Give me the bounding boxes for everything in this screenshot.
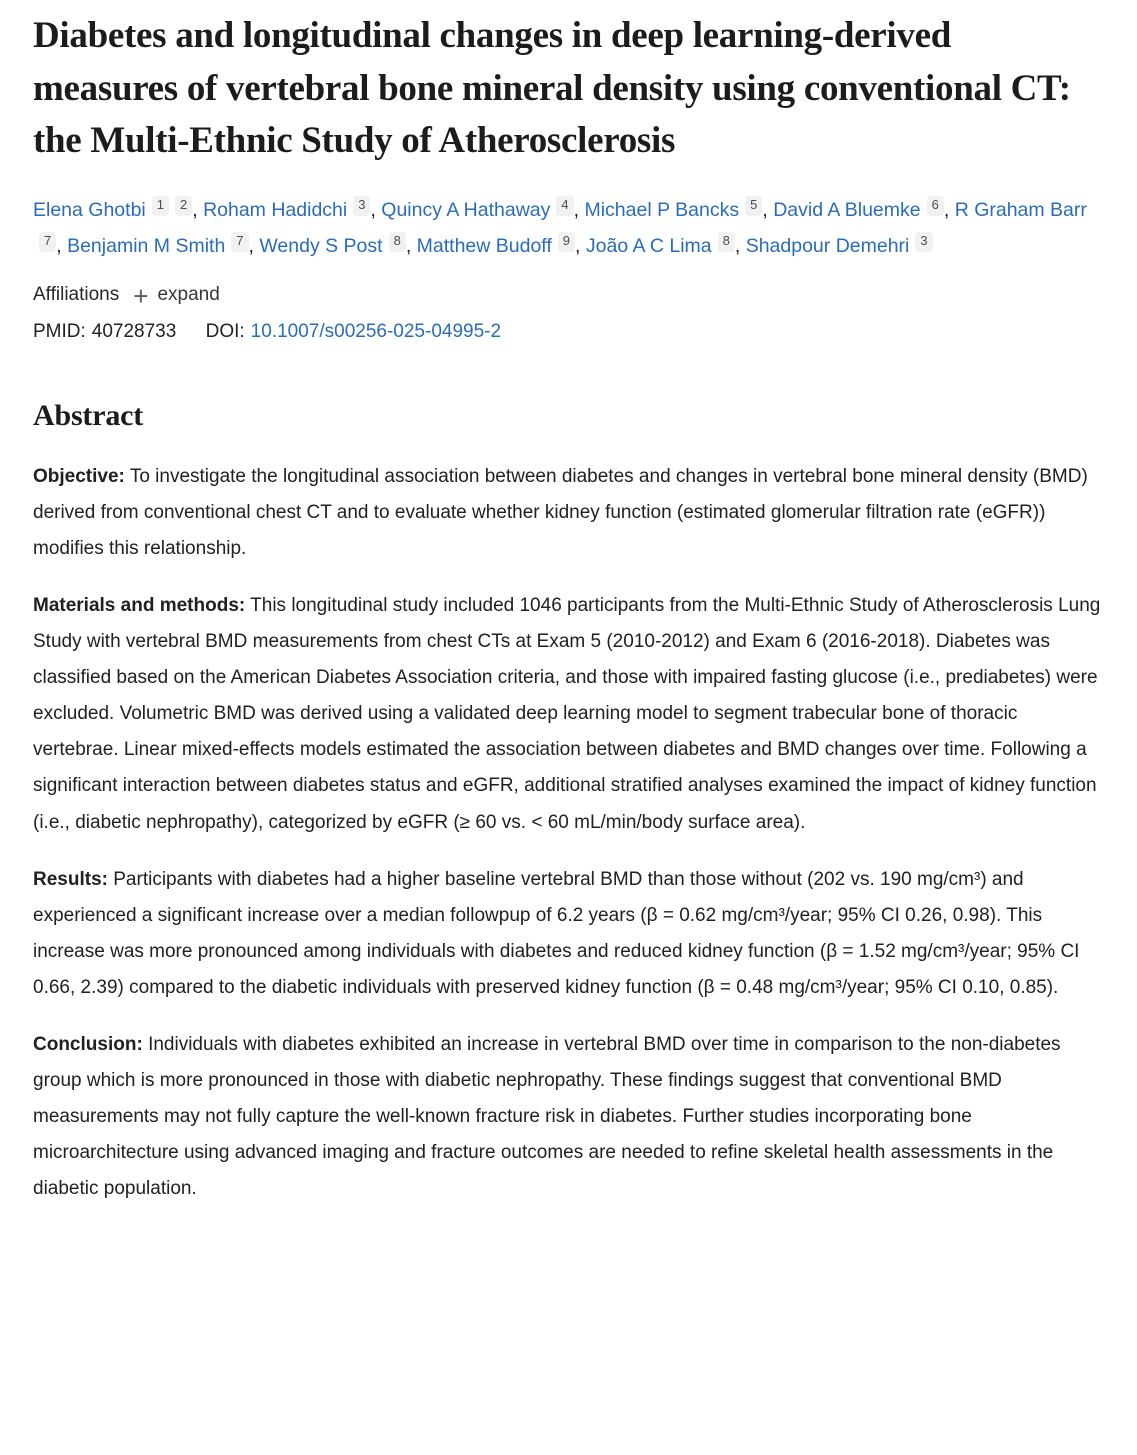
abstract-heading: Abstract [33, 398, 144, 432]
author-link[interactable]: Wendy S Post [259, 234, 383, 257]
author-link[interactable]: Benjamin M Smith [67, 234, 226, 257]
affiliation-superscript[interactable]: 9 [558, 232, 575, 252]
affiliation-superscript[interactable]: 2 [175, 196, 192, 216]
author-link[interactable]: Elena Ghotbi [33, 198, 146, 221]
abstract-section-conclusion [33, 1027, 1105, 1207]
affiliation-superscript[interactable]: 3 [915, 232, 932, 252]
author-link[interactable]: Roham Hadidchi [203, 198, 348, 221]
author-link[interactable]: Matthew Budoff [416, 234, 552, 257]
affiliations-expand-button[interactable] [133, 280, 220, 311]
author-link[interactable]: R Graham Barr [954, 198, 1087, 221]
author-separator: , [370, 198, 382, 221]
abstract-section-results [33, 862, 1105, 1006]
section-text-conclusion: Individuals with diabetes exhibited an increase in vertebral BMD over time in comparison to the non-diabetes group which is more pronounced in those with diabetic nephropathy. These findings suggest that conventional BMD measurements may not fully capture the well-known fracture risk in diabetes. Further studies incorporating bone microarchitecture using advanced imaging and fracture outcomes are needed to refine skeletal health assessments in the diabetic population. [33, 1034, 1061, 1200]
author-separator: , [248, 234, 260, 257]
affiliation-superscript[interactable]: 8 [389, 232, 406, 252]
section-label-objective: Objective: [33, 465, 125, 487]
affiliation-superscript[interactable]: 4 [556, 196, 573, 216]
section-label-conclusion: Conclusion: [33, 1034, 143, 1056]
author-separator: , [56, 234, 68, 257]
section-text-results: Participants with diabetes had a higher baseline vertebral BMD than those without (202 vs. 190 mg/cm³) and experienced a significant increase over a median followpup of 6.2 years (β = 0.62 mg/cm³/year; 95% CI 0.26, 0.98). This increase was more pronounced among individuals with diabetes and reduced kidney function (β = 1.52 mg/cm³/year; 95% CI 0.66, 2.39) compared to the diabetic individuals with preserved kidney function (β = 0.48 mg/cm³/year; 95% CI 0.10, 0.85). [33, 868, 1080, 998]
abstract-section-objective [33, 459, 1105, 567]
affiliations-expand-label: expand [157, 283, 220, 305]
author-link[interactable]: Quincy A Hathaway [381, 198, 551, 221]
article-title: Diabetes and longitudinal changes in deep learning-derived measures of vertebral bone mineral density using conventional CT: the Multi-Ethnic Study of Atherosclerosis [33, 15, 1071, 162]
affiliations-row [33, 280, 1105, 311]
plus-icon: + [133, 280, 149, 311]
affiliation-superscript[interactable]: 7 [231, 232, 248, 252]
affiliations-label: Affiliations [33, 283, 120, 305]
author-link[interactable]: Shadpour Demehri [745, 234, 910, 257]
section-label-methods: Materials and methods: [33, 595, 246, 616]
authors-list [33, 192, 1098, 264]
author-separator: , [405, 234, 417, 257]
author-link[interactable]: Michael P Bancks [584, 198, 740, 221]
section-label-results: Results: [33, 868, 108, 890]
affiliation-superscript[interactable]: 1 [152, 196, 169, 216]
section-text-methods: This longitudinal study included 1046 participants from the Multi-Ethnic Study of Atherosclerosis Lung Study with vertebral BMD measurements from chest CTs at Exam 5 (2010-2012) and Exam 6 (2016-2018). Diabetes was classified based on the American Diabetes Association criteria, and those with impaired fasting glucose (i.e., prediabetes) were excluded. Volumetric BMD was derived using a validated deep learning model to segment trabecular bone of thoracic vertebrae. Linear mixed-effects models estimated the association between diabetes and BMD changes over time. Following a significant interaction between diabetes status and eGFR, additional stratified analyses examined the impact of kidney function (i.e., diabetic nephropathy), categorized by eGFR (≥ 60 vs. < 60 mL/min/body surface area). [33, 595, 1101, 833]
author-separator: , [573, 198, 585, 221]
author-separator: , [943, 198, 955, 221]
affiliation-superscript[interactable]: 6 [927, 196, 944, 216]
affiliation-superscript[interactable]: 7 [39, 232, 56, 252]
affiliation-superscript[interactable]: 3 [353, 196, 370, 216]
identifiers-row [33, 321, 1105, 343]
affiliation-superscript[interactable]: 5 [745, 196, 762, 216]
abstract-section-methods [33, 588, 1105, 841]
section-text-objective: To investigate the longitudinal association between diabetes and changes in vertebral bone mineral density (BMD) derived from conventional chest CT and to evaluate whether kidney function (estimated glomerular filtration rate (eGFR)) modifies this relationship. [33, 465, 1088, 559]
author-separator: , [734, 234, 746, 257]
author-separator: , [575, 234, 586, 257]
affiliation-superscript[interactable]: 8 [718, 232, 735, 252]
doi-label: DOI: [205, 320, 245, 342]
pmid-label: PMID: [33, 320, 86, 342]
author-separator: , [762, 198, 774, 221]
doi-link[interactable]: 10.1007/s00256-025-04995-2 [250, 320, 502, 342]
author-link[interactable]: João A C Lima [585, 234, 712, 257]
author-separator: , [192, 198, 204, 221]
pmid-value: 40728733 [91, 320, 177, 342]
author-link[interactable]: David A Bluemke [773, 198, 921, 221]
